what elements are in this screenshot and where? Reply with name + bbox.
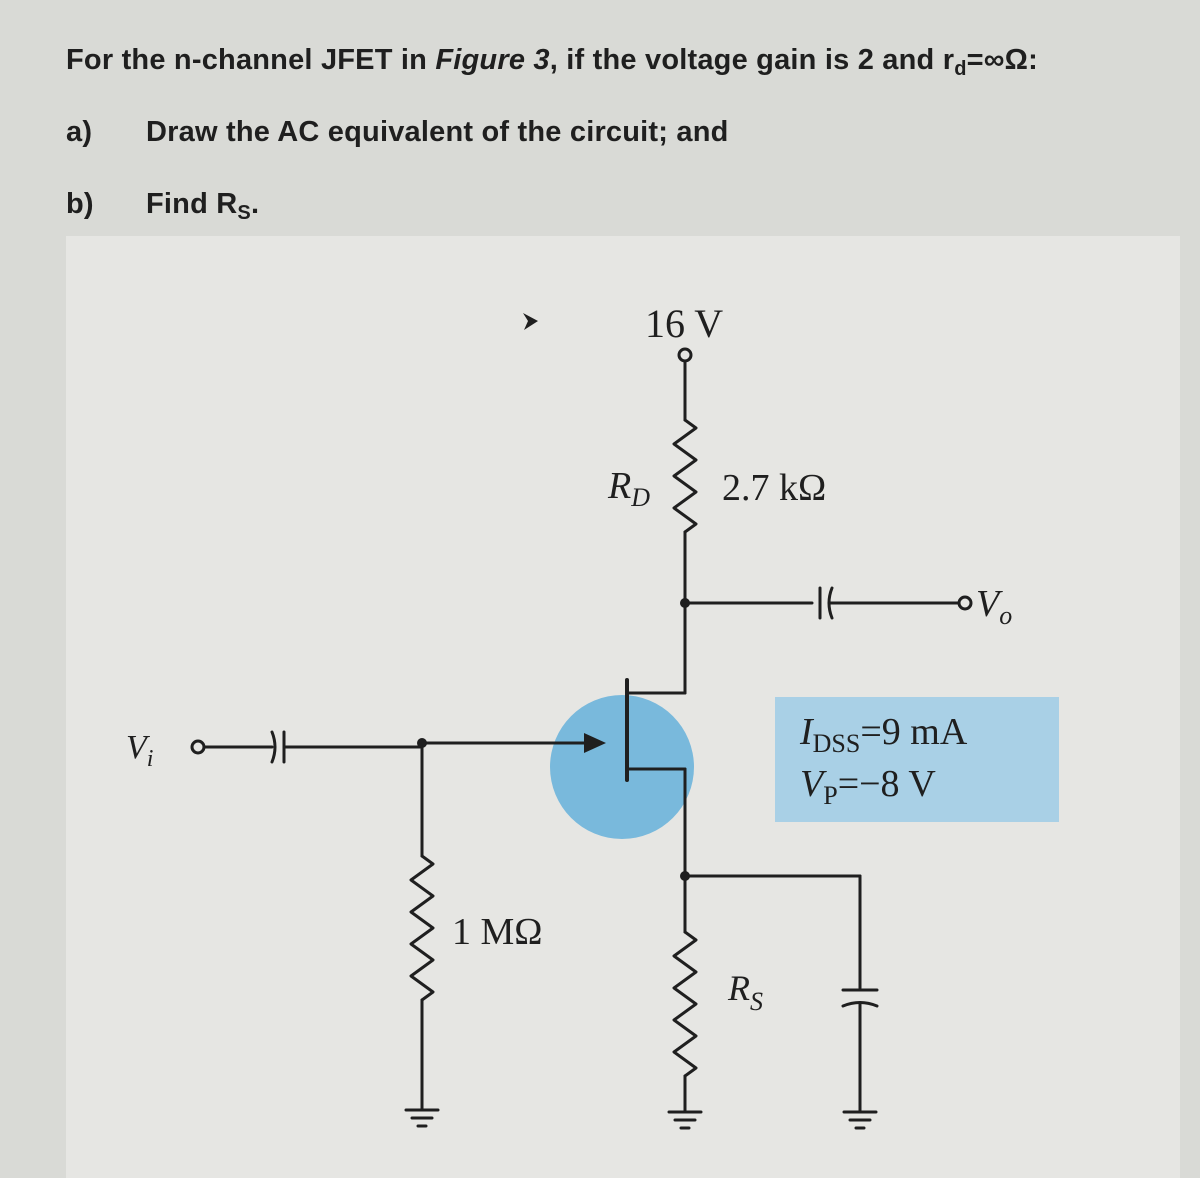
rs-resistor — [674, 932, 696, 1076]
part-b-text: Find R — [146, 188, 238, 220]
vi-terminal — [192, 741, 204, 753]
junction-source — [680, 871, 690, 881]
rd-label: $R_D$ — [608, 465, 650, 512]
idss-label: $I_{DSS}=9$ mA — [800, 711, 968, 758]
figure-reference: Figure 3 — [435, 44, 550, 76]
cursor-icon — [523, 313, 538, 330]
rs-label: $R_S$ — [728, 968, 763, 1016]
part-b-label: b) — [66, 188, 94, 220]
supply-voltage-label: 16 V — [645, 301, 724, 346]
intro-subscript: d — [954, 58, 967, 80]
vo-terminal — [959, 597, 971, 609]
intro-prefix: For the n-channel JFET in — [66, 44, 436, 76]
part-b-end: . — [250, 188, 260, 220]
junction-drain — [680, 598, 690, 608]
rd-value-label: 2.7 kΩ — [722, 467, 827, 509]
ground-icon — [844, 1112, 876, 1128]
vo-label: $V_o$ — [976, 583, 1013, 630]
vp-label: $V_P=-8$ V — [800, 763, 936, 810]
part-b-subscript: S — [237, 202, 251, 224]
part-a-label: a) — [66, 116, 93, 148]
vi-label: $V_i$ — [126, 729, 154, 772]
rg-resistor — [411, 856, 433, 1000]
ground-icon — [669, 1112, 701, 1128]
intro-mid: , if the voltage gain is 2 and r — [549, 44, 955, 76]
intro-suffix: =∞Ω: — [966, 44, 1038, 76]
junction-gate — [417, 738, 427, 748]
supply-terminal — [679, 349, 691, 361]
jfet-highlight — [550, 695, 694, 839]
part-a-text: Draw the AC equivalent of the circuit; and — [146, 116, 729, 148]
rd-resistor — [674, 420, 696, 532]
rg-value-label: 1 MΩ — [452, 911, 543, 953]
ground-icon — [406, 1110, 438, 1126]
